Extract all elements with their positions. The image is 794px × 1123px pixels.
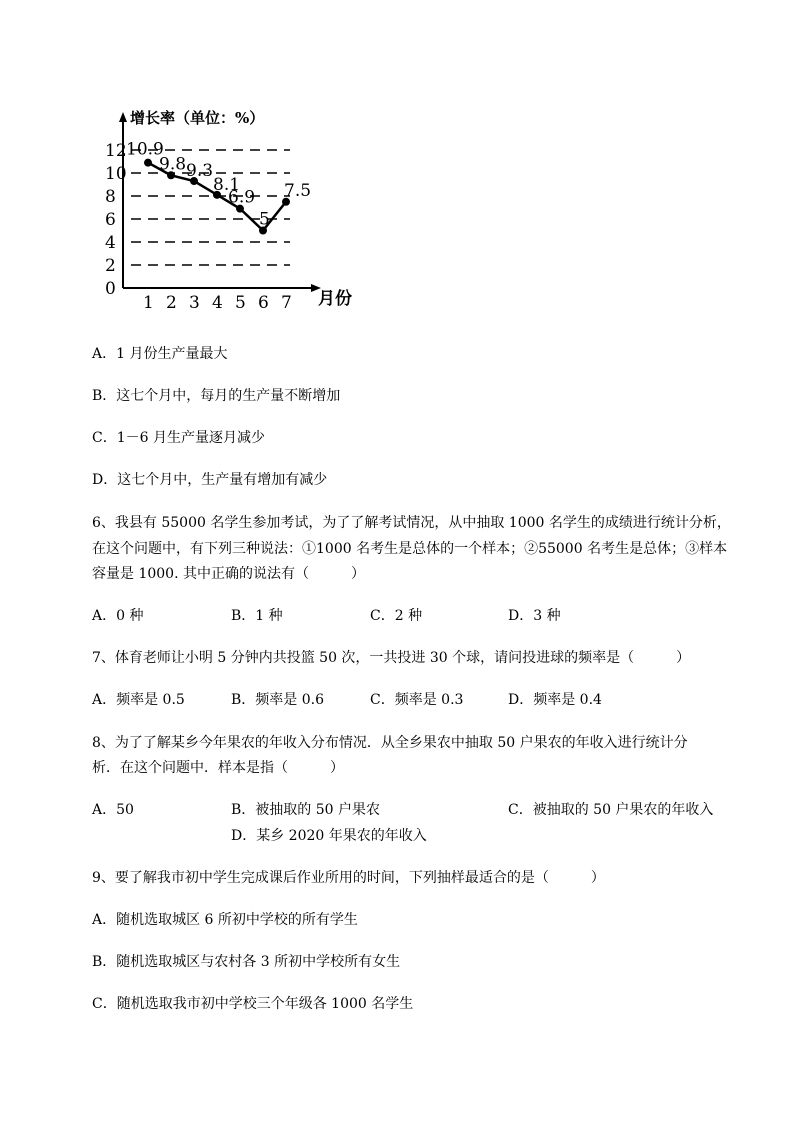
y-axis-arrow xyxy=(119,112,127,122)
q6-stem-line2: 在这个问题中，有下列三种说法：①1000 名考生是总体的一个样本；②55000 名考生是总体；③样本 xyxy=(92,541,728,557)
q7-option-b: B．频率是 0.6 xyxy=(231,692,325,708)
x-tick-label: 4 xyxy=(212,293,223,313)
q6-option-d: D．3 种 xyxy=(508,608,561,624)
y-tick-label: 0 xyxy=(105,279,116,299)
x-tick-label: 2 xyxy=(166,293,177,313)
y-tick-label: 10 xyxy=(105,164,127,184)
q5-option-b: B．这七个月中，每月的生产量不断增加 xyxy=(92,388,341,404)
chart-svg xyxy=(100,100,370,315)
data-label: 5 xyxy=(259,209,270,230)
y-tick-label: 2 xyxy=(105,256,116,276)
data-label: 10.9 xyxy=(126,139,164,160)
data-point xyxy=(144,159,152,167)
q9-option-c: C．随机选取我市初中学校三个年级各 1000 名学生 xyxy=(92,996,414,1012)
y-axis-label: 增长率（单位：%） xyxy=(130,109,265,127)
q8-option-d: D．某乡 2020 年果农的年收入 xyxy=(231,828,427,844)
q7-option-d: D．频率是 0.4 xyxy=(508,692,602,708)
data-label: 7.5 xyxy=(284,180,312,201)
data-label: 9.8 xyxy=(159,154,187,175)
q7-stem: 7、体育老师让小明 5 分钟内共投篮 50 次，一共投进 30 个球，请问投进球的频率是（ ） xyxy=(92,650,691,666)
q8-option-b: B．被抽取的 50 户果农 xyxy=(231,802,381,818)
q6-option-a: A．0 种 xyxy=(92,608,144,624)
q5-option-d: D．这七个月中，生产量有增加有减少 xyxy=(92,472,328,488)
x-tick-label: 5 xyxy=(235,293,246,313)
data-label: 8.1 xyxy=(213,174,241,195)
q8-stem-line1: 8、为了了解某乡今年果农的年收入分布情况．从全乡果农中抽取 50 户果农的年收入进行统计分 xyxy=(92,735,688,751)
x-axis-label: 月份 xyxy=(318,289,352,309)
x-tick-label: 3 xyxy=(189,293,200,313)
q9-stem: 9、要了解我市初中学生完成课后作业所用的时间，下列抽样最适合的是（ ） xyxy=(92,870,605,886)
q5-option-c: C．1－6 月生产量逐月减少 xyxy=(92,430,265,446)
data-label: 6.9 xyxy=(228,187,256,208)
q5-option-a: A．1 月份生产量最大 xyxy=(92,346,228,362)
q7-option-a: A．频率是 0.5 xyxy=(92,692,185,708)
q6-stem-line1: 6、我县有 55000 名学生参加考试，为了了解考试情况，从中抽取 1000 名学生的成绩进行统计分析， xyxy=(92,515,731,531)
x-tick-label: 1 xyxy=(143,293,154,313)
data-label: 9.3 xyxy=(186,161,214,182)
q9-option-b: B．随机选取城区与农村各 3 所初中学校所有女生 xyxy=(92,954,401,970)
growth-rate-chart xyxy=(100,100,370,315)
q7-option-c: C．频率是 0.3 xyxy=(370,692,464,708)
x-tick-label: 7 xyxy=(281,293,292,313)
q8-option-c: C．被抽取的 50 户果农的年收入 xyxy=(508,802,714,818)
q9-option-a: A．随机选取城区 6 所初中学校的所有学生 xyxy=(92,912,358,928)
q6-stem-line3: 容量是 1000. 其中正确的说法有（ ） xyxy=(92,566,365,582)
y-tick-label: 8 xyxy=(105,187,116,207)
y-tick-label: 12 xyxy=(105,141,127,161)
q8-option-a: A．50 xyxy=(92,802,134,818)
y-tick-label: 4 xyxy=(105,233,116,253)
q6-option-c: C．2 种 xyxy=(370,608,423,624)
x-tick-label: 6 xyxy=(258,293,269,313)
q6-option-b: B．1 种 xyxy=(231,608,283,624)
q8-stem-line2: 析．在这个问题中．样本是指（ ） xyxy=(92,760,344,776)
y-tick-label: 6 xyxy=(105,210,116,230)
